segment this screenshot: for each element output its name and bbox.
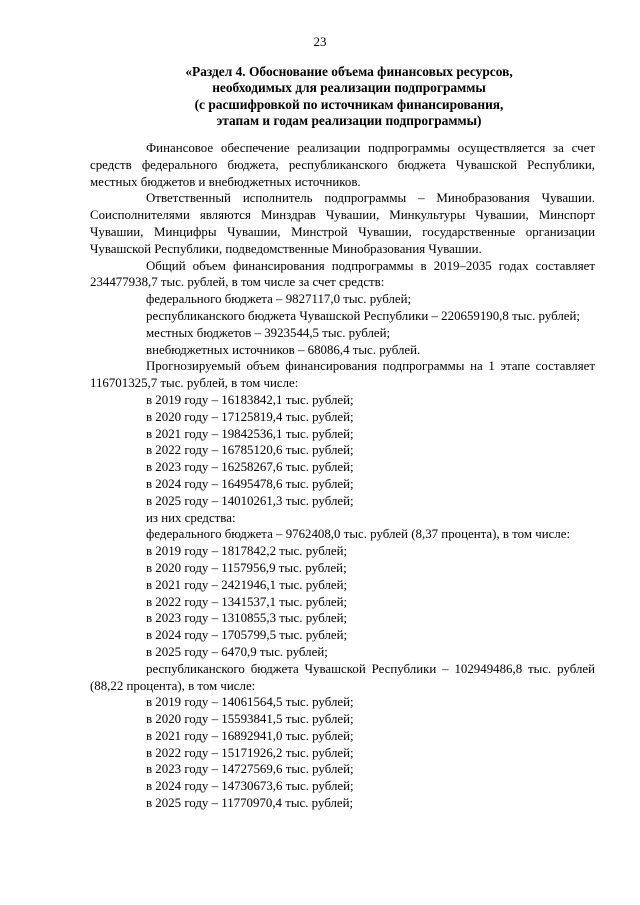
federal-year-item: в 2019 году – 1817842,2 тыс. рублей;	[146, 544, 348, 559]
total-local-item: местных бюджетов – 3923544,5 тыс. рублей;	[146, 325, 391, 340]
stage1-year-item: в 2019 году – 16183842,1 тыс. рублей;	[146, 392, 354, 407]
federal-year-item: в 2022 году – 1341537,1 тыс. рублей;	[146, 594, 348, 609]
paragraph-funding-sources: Финансовое обеспечение реализации подпрограммы осуществляется за счет средств федерального бюджета, республиканского бюджета Чувашской Республики, местных бюджетов и внебюджетных источников.	[90, 141, 595, 189]
federal-year-item: в 2024 году – 1705799,5 тыс. рублей;	[146, 628, 348, 643]
republic-year-item: в 2021 году – 16892941,0 тыс. рублей;	[146, 728, 354, 743]
section-heading	[90, 64, 608, 130]
heading-line: (с расшифровкой по источникам финансирования,	[194, 96, 504, 112]
heading-line: необходимых для реализации подпрограммы	[212, 80, 486, 96]
stage1-year-item: в 2020 году – 17125819,4 тыс. рублей;	[146, 409, 354, 424]
total-federal-item: федерального бюджета – 9827117,0 тыс. рублей;	[146, 292, 412, 307]
body-text	[90, 140, 595, 812]
stage1-year-item: в 2022 году – 16785120,6 тыс. рублей;	[146, 443, 354, 458]
federal-year-item: в 2020 году – 1157956,9 тыс. рублей;	[146, 560, 347, 575]
republic-year-item: в 2022 году – 15171926,2 тыс. рублей;	[146, 745, 354, 760]
heading-line: «Раздел 4. Обоснование объема финансовых ресурсов,	[185, 64, 513, 79]
republic-year-item: в 2023 году – 14727569,6 тыс. рублей;	[146, 762, 354, 777]
paragraph-total-volume: Общий объем финансирования подпрограммы в 2019–2035 годах составляет 234477938,7 тыс. рублей, в том числе за счет средств:	[90, 258, 595, 290]
republic-stage1-item: республиканского бюджета Чувашской Республики – 102949486,8 тыс. рублей (88,22 процента), в том числе:	[90, 661, 595, 693]
republic-year-item: в 2020 году – 15593841,5 тыс. рублей;	[146, 712, 354, 727]
heading-line: этапам и годам реализации подпрограммы)	[216, 113, 482, 129]
republic-year-item: в 2025 году – 11770970,4 тыс. рублей;	[146, 796, 354, 811]
total-extrabudget-item: внебюджетных источников – 68086,4 тыс. рублей.	[146, 342, 421, 357]
republic-year-item: в 2024 году – 14730673,6 тыс. рублей;	[146, 779, 354, 794]
federal-year-item: в 2023 году – 1310855,3 тыс. рублей;	[146, 611, 348, 626]
stage1-year-item: в 2023 году – 16258267,6 тыс. рублей;	[146, 460, 354, 475]
stage1-year-item: в 2021 году – 19842536,1 тыс. рублей;	[146, 426, 354, 441]
federal-year-item: в 2021 году – 2421946,1 тыс. рублей;	[146, 577, 348, 592]
paragraph-executor: Ответственный исполнитель подпрограммы – Минобразования Чувашии. Соисполнителями являются Минздрав Чувашии, Минкультуры Чувашии, Минспорт Чувашии, Минцифры Чувашии, Минстрой Чувашии, государственные организации Чувашской Республики, подведомственные Минобразования Чувашии.	[90, 191, 595, 256]
paragraph-stage1: Прогнозируемый объем финансирования подпрограммы на 1 этапе составляет 116701325,7 тыс. рублей, в том числе:	[90, 359, 595, 391]
of-them-label: из них средства:	[146, 510, 236, 525]
federal-stage1-item: федерального бюджета – 9762408,0 тыс. рублей (8,37 процента), в том числе:	[146, 527, 571, 542]
total-republic-item: республиканского бюджета Чувашской Республики – 220659190,8 тыс. рублей;	[146, 308, 580, 323]
federal-year-item: в 2025 году – 6470,9 тыс. рублей;	[146, 644, 328, 659]
republic-year-item: в 2019 году – 14061564,5 тыс. рублей;	[146, 695, 354, 710]
stage1-year-item: в 2024 году – 16495478,6 тыс. рублей;	[146, 476, 354, 491]
stage1-year-item: в 2025 году – 14010261,3 тыс. рублей;	[146, 493, 354, 508]
page-number: 23	[313, 34, 327, 49]
